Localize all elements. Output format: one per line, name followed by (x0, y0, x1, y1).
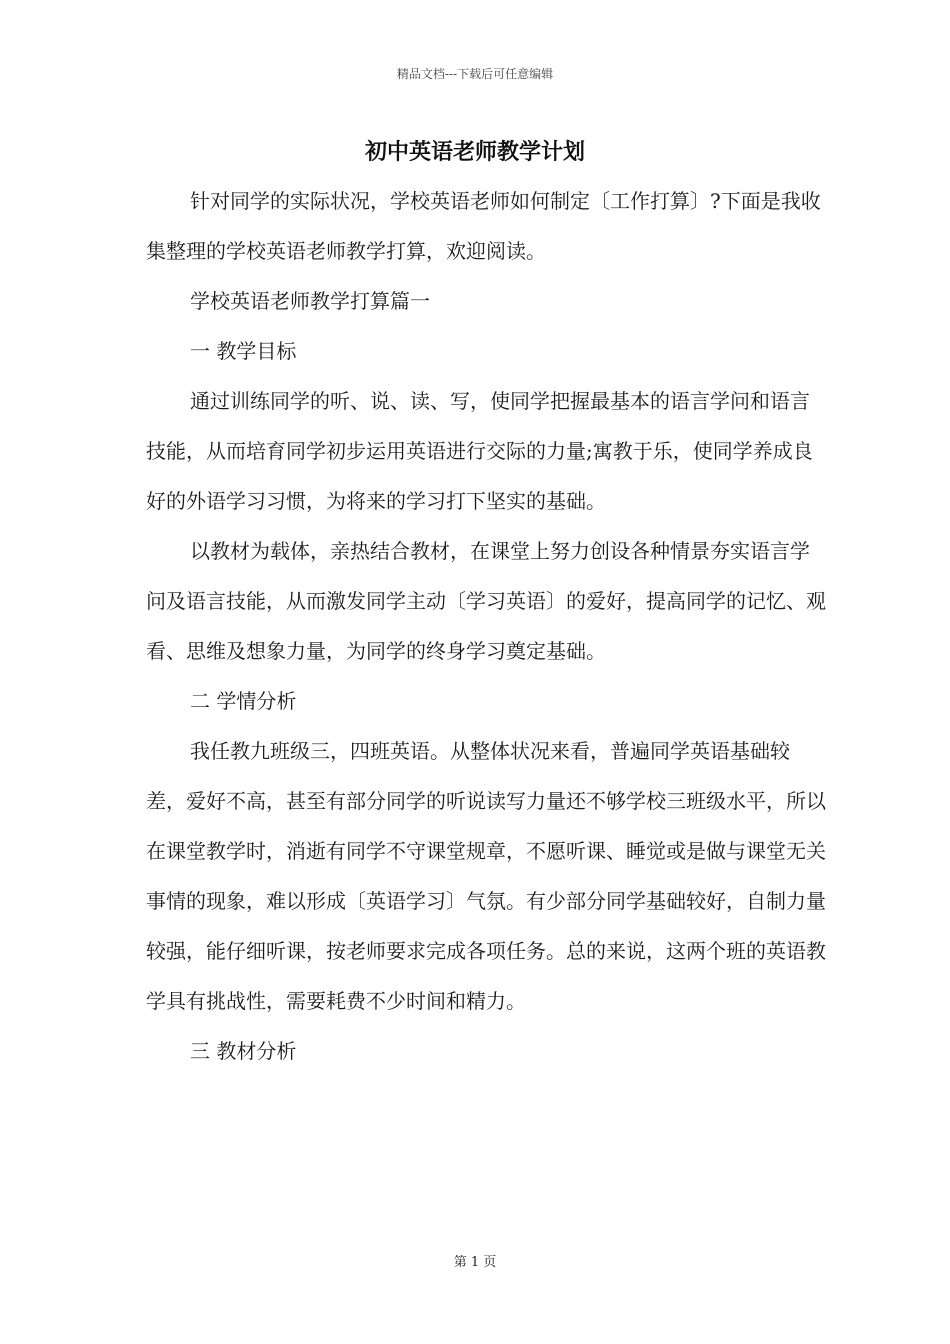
goals-paragraph-1: 通过训练同学的听、说、读、写，使同学把握最基本的语言学问和语言技能，从而培育同学初步运用英语进行交际的力量;寓教于乐，使同学养成良好的外语学习习惯，为将来的学习打下坚实的基础。 (146, 389, 813, 513)
goals-paragraph-2: 以教材为载体，亲热结合教材，在课堂上努力创设各种情景夯实语言学问及语言技能，从而激发同学主动〔学习英语〕的爱好，提高同学的记忆、观看、思维及想象力量，为同学的终身学习奠定基础。 (146, 539, 826, 663)
document-body (146, 176, 826, 1076)
student-analysis-paragraph: 我任教九班级三，四班英语。从整体状况来看，普遍同学英语基础较差，爱好不高，甚至有部分同学的听说读写力量还不够学校三班级水平，所以在课堂教学时，消逝有同学不守课堂规章，不愿听课、睡觉或是做与课堂无关事情的现象，难以形成〔英语学习〕气氛。有少部分同学基础较好，自制力量较强，能仔细听课，按老师要求完成各项任务。总的来说，这两个班的英语教学具有挑战性，需要耗费不少时间和精力。 (146, 739, 826, 1013)
section-heading-plan-1: 学校英语老师教学打算篇一 (190, 289, 430, 313)
page-header: 精品文档---下载后可任意编辑 (396, 67, 554, 81)
section-heading-student-analysis: 二 学情分析 (190, 689, 297, 713)
section-heading-teaching-goals: 一 教学目标 (190, 339, 297, 363)
page-number: 第 1 页 (453, 1255, 497, 1270)
section-heading-textbook-analysis: 三 教材分析 (190, 1039, 297, 1063)
intro-paragraph: 针对同学的实际状况，学校英语老师如何制定〔工作打算〕?下面是我收集整理的学校英语老师教学打算，欢迎阅读。 (146, 189, 821, 263)
document-title: 初中英语老师教学计划 (364, 139, 585, 165)
